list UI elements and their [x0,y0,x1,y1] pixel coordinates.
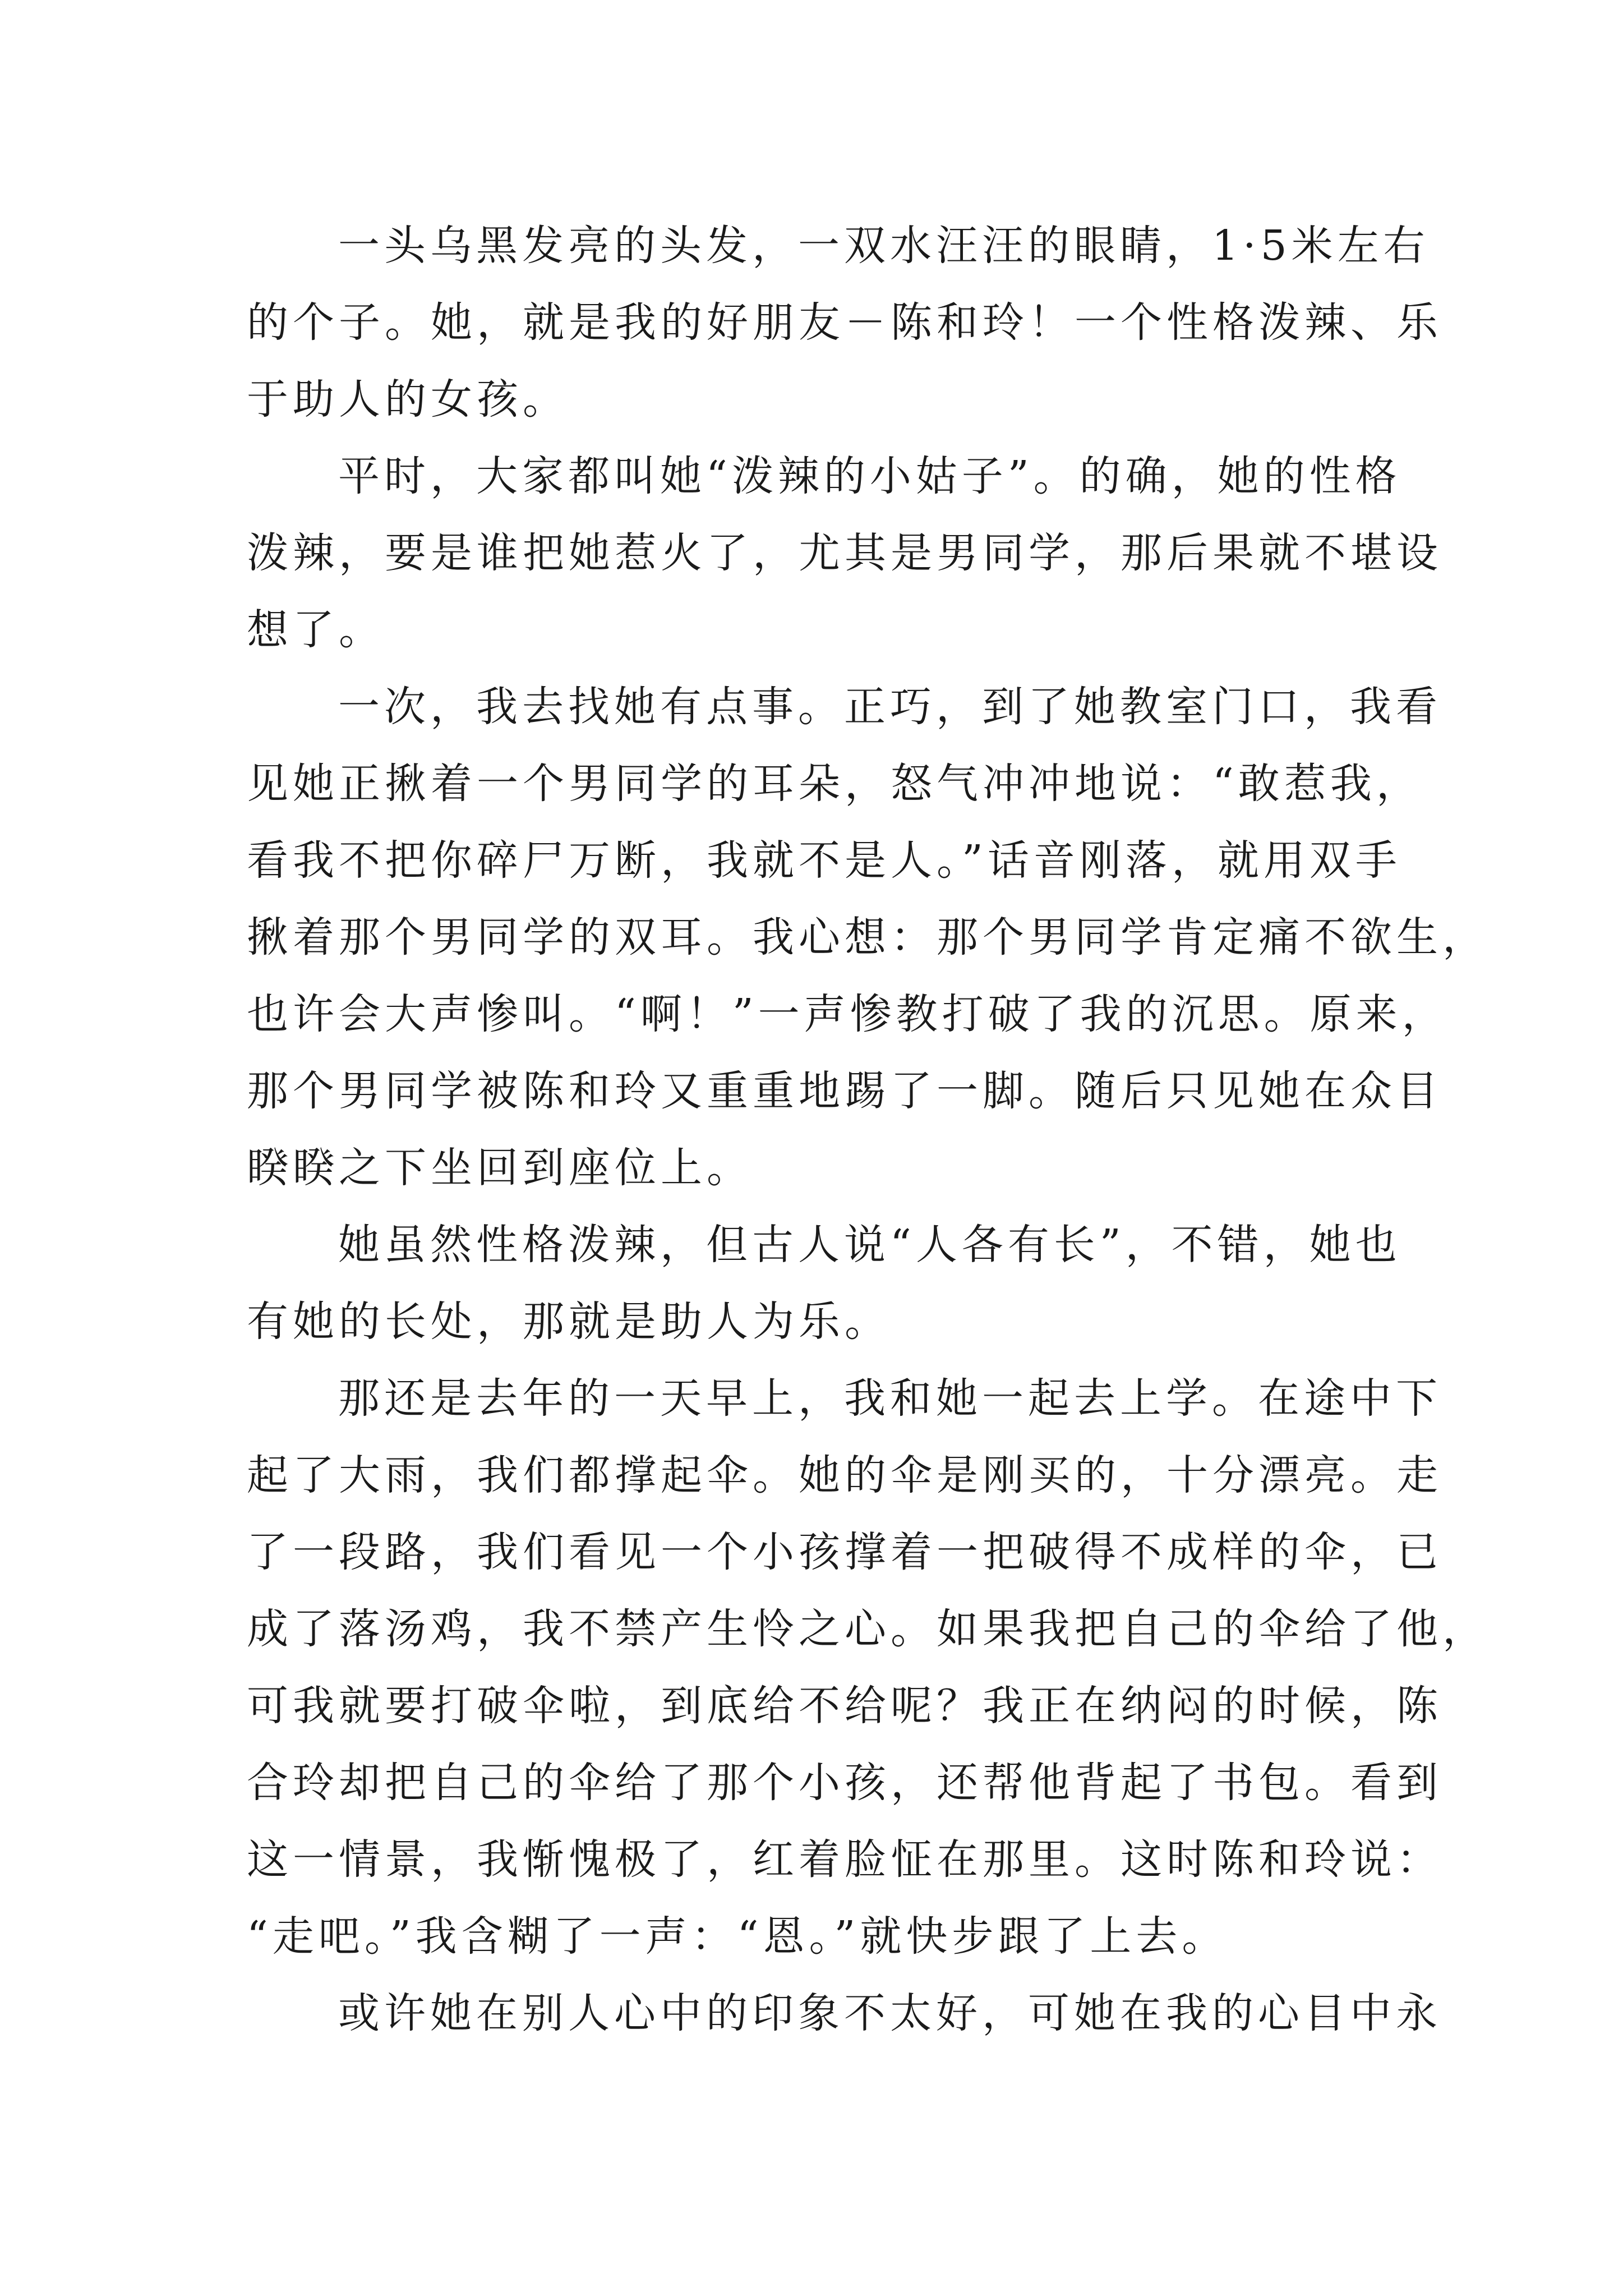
text-line: 睽睽之下坐回到座位上。 [247,1144,753,1192]
text-line: “走吧。”我含糊了一声：“恩。”就快步跟了上去。 [247,1912,1228,1961]
text-line: 那还是去年的一天早上，我和她一起去上学。在途中下 [338,1374,1442,1423]
text-line: 那个男同学被陈和玲又重重地踢了一脚。随后只见她在众目 [247,1067,1442,1115]
text-line: 也许会大声惨叫。“啊！”一声惨教打破了我的沉思。原来， [247,990,1448,1038]
text-line: 见她正揪着一个男同学的耳朵，怒气冲冲地说：“敢惹我， [247,760,1422,808]
text-line: 一头乌黑发亮的头发，一双水汪汪的眼睛，1·5米左右 [338,222,1430,270]
text-line: 有她的长处，那就是助人为乐。 [247,1297,891,1346]
document-body [247,208,1488,2052]
text-line: 看我不把你碎尸万断，我就不是人。”话音刚落，就用双手 [247,836,1401,885]
text-line: 一次，我去找她有点事。正巧，到了她教室门口，我看 [338,683,1442,731]
text-line: 这一情景，我惭愧极了，红着脸怔在那里。这时陈和玲说： [247,1835,1442,1884]
text-line: 揪着那个男同学的双耳。我心想：那个男同学肯定痛不欲生， [247,913,1488,961]
text-line: 泼辣，要是谁把她惹火了，尤其是男同学，那后果就不堪设 [247,529,1442,577]
text-line: 起了大雨，我们都撑起伞。她的伞是刚买的，十分漂亮。走 [247,1451,1442,1499]
text-line: 合玲却把自己的伞给了那个小孩，还帮他背起了书包。看到 [247,1759,1442,1807]
text-line: 可我就要打破伞啦，到底给不给呢？我正在纳闷的时候，陈 [247,1682,1442,1730]
text-line: 她虽然性格泼辣，但古人说“人各有长”，不错，她也 [338,1221,1401,1269]
text-line: 平时，大家都叫她“泼辣的小姑子”。的确，她的性格 [338,452,1401,500]
text-line: 想了。 [247,606,385,654]
text-line: 的个子。她，就是我的好朋友－陈和玲！一个性格泼辣、乐 [247,298,1442,347]
text-line: 成了落汤鸡，我不禁产生怜之心。如果我把自己的伞给了他， [247,1605,1488,1653]
text-line: 了一段路，我们看见一个小孩撑着一把破得不成样的伞，已 [247,1528,1442,1576]
text-line: 于助人的女孩。 [247,375,569,424]
text-line: 或许她在别人心中的印象不太好，可她在我的心目中永 [338,1989,1442,2037]
